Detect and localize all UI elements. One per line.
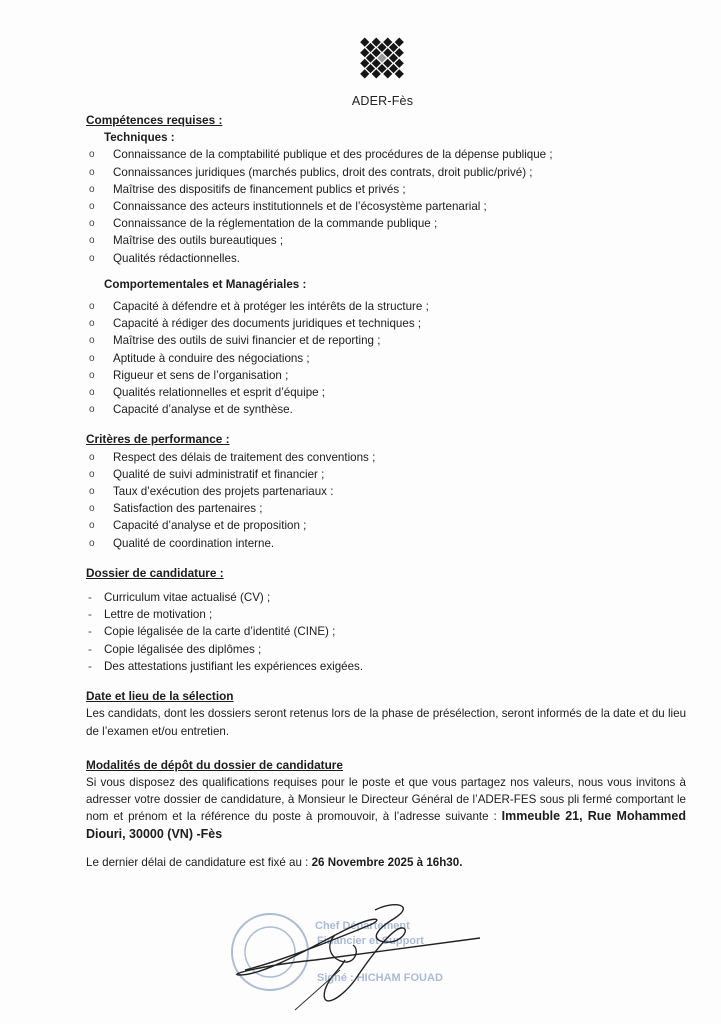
criteres-list bbox=[86, 449, 686, 552]
list-item-text: Lettre de motivation ; bbox=[104, 608, 213, 622]
deadline-label: Le dernier délai de candidature est fixé au : bbox=[86, 855, 312, 869]
circle-bullet-icon: o bbox=[89, 301, 95, 313]
logo-diamond bbox=[377, 53, 386, 62]
circle-bullet-icon: o bbox=[89, 166, 95, 178]
stamp-line3: Signé : HICHAM FOUAD bbox=[317, 972, 443, 984]
list-item bbox=[86, 606, 686, 623]
deadline bbox=[86, 854, 686, 871]
list-item-text: Maîtrise des outils bureautiques ; bbox=[113, 234, 284, 248]
circle-bullet-icon: o bbox=[89, 352, 95, 364]
criteres-heading: Critères de performance : bbox=[86, 432, 230, 447]
signature-stamp-area bbox=[225, 890, 525, 1020]
circle-bullet-icon: o bbox=[89, 486, 95, 498]
dash-bullet-icon: - bbox=[88, 591, 92, 605]
list-item-text: Connaissance de la comptabilité publique et des procédures de la dépense publique ; bbox=[113, 148, 553, 162]
list-item-text: Copie légalisée des diplômes ; bbox=[104, 642, 262, 656]
stamp-line1: Chef Département bbox=[315, 920, 410, 932]
list-item bbox=[86, 250, 686, 267]
stamp-line2: Financier et Support bbox=[317, 935, 424, 947]
modalites-text bbox=[86, 774, 686, 843]
dash-bullet-icon: - bbox=[88, 642, 92, 656]
circle-bullet-icon: o bbox=[89, 252, 95, 264]
address: Immeuble 21, Rue Mohammed Diouri, 30000 (VN) -Fès bbox=[86, 809, 686, 841]
dossier-list bbox=[86, 589, 686, 675]
logo-diamond bbox=[383, 38, 392, 47]
circle-bullet-icon: o bbox=[89, 218, 95, 230]
list-item-text: Qualité de coordination interne. bbox=[113, 536, 275, 550]
circle-bullet-icon: o bbox=[89, 149, 95, 161]
circle-bullet-icon: o bbox=[89, 468, 95, 480]
list-item-text: Connaissances juridiques (marchés publics, droit des contrats, droit public/privé) ; bbox=[113, 165, 533, 179]
modalites-body: Si vous disposez des qualifications requises pour le poste et que vous partagez nos valeurs, nous vous invitons à adresser votre dossier de candidature, à Monsieur le Directeur Général de l’ADER-FES sous pli fermé comportant le nom et prénom et la référence du poste à promouvoir, à l’adresse suivante : bbox=[86, 775, 686, 824]
dash-bullet-icon: - bbox=[88, 625, 92, 639]
dash-bullet-icon: - bbox=[88, 659, 92, 673]
list-item-text: Qualités relationnelles et esprit d’équipe ; bbox=[113, 386, 326, 400]
logo-diamond bbox=[360, 38, 369, 47]
list-item bbox=[86, 350, 686, 367]
list-item-text: Connaissance de la réglementation de la commande publique ; bbox=[113, 217, 438, 231]
list-item-text: Qualités rédactionnelles. bbox=[113, 251, 240, 265]
logo-diamond bbox=[395, 38, 404, 47]
list-item-text: Rigueur et sens de l’organisation ; bbox=[113, 368, 289, 382]
list-item bbox=[86, 146, 686, 163]
circle-bullet-icon: o bbox=[89, 335, 95, 347]
logo-diamond bbox=[372, 38, 381, 47]
content bbox=[86, 112, 686, 871]
list-item-text: Respect des délais de traitement des conventions ; bbox=[113, 450, 376, 464]
list-item-text: Maîtrise des outils de suivi financier et de reporting ; bbox=[113, 334, 381, 348]
circle-bullet-icon: o bbox=[89, 201, 95, 213]
list-item bbox=[86, 658, 686, 675]
deadline-value: 26 Novembre 2025 à 16h30. bbox=[311, 855, 463, 869]
comportementales-subheading: Comportementales et Managériales : bbox=[104, 277, 307, 291]
list-item bbox=[86, 315, 686, 332]
techniques-subheading: Techniques : bbox=[104, 131, 175, 145]
logo-diamond bbox=[389, 53, 398, 62]
list-item-text: Maîtrise des dispositifs de financement publics et privés ; bbox=[113, 182, 406, 196]
logo-diamond bbox=[366, 53, 375, 62]
list-item bbox=[86, 483, 686, 500]
list-item bbox=[86, 215, 686, 232]
list-item bbox=[86, 298, 686, 315]
circle-bullet-icon: o bbox=[89, 451, 95, 463]
circle-bullet-icon: o bbox=[89, 318, 95, 330]
list-item bbox=[86, 589, 686, 606]
list-item-text: Des attestations justifiant les expériences exigées. bbox=[104, 659, 364, 673]
list-item bbox=[86, 181, 686, 198]
list-item bbox=[86, 623, 686, 640]
circle-bullet-icon: o bbox=[89, 387, 95, 399]
logo-text: ADER-Fès bbox=[351, 94, 414, 108]
circle-bullet-icon: o bbox=[89, 404, 95, 416]
list-item bbox=[86, 198, 686, 215]
list-item-text: Capacité d’analyse et de proposition ; bbox=[113, 519, 307, 533]
circle-bullet-icon: o bbox=[89, 183, 95, 195]
dossier-heading: Dossier de candidature : bbox=[86, 565, 224, 580]
list-item-text: Capacité à rédiger des documents juridiques et techniques ; bbox=[113, 317, 422, 331]
list-item-text: Capacité d’analyse et de synthèse. bbox=[113, 403, 293, 417]
list-item bbox=[86, 232, 686, 249]
selection-heading: Date et lieu de la sélection bbox=[86, 689, 234, 704]
list-item bbox=[86, 535, 686, 552]
handwritten-signature bbox=[225, 890, 525, 1020]
list-item-text: Capacité à défendre et à protéger les intérêts de la structure ; bbox=[113, 300, 429, 314]
list-item-text: Taux d’exécution des projets partenariaux : bbox=[113, 485, 334, 499]
circle-bullet-icon: o bbox=[89, 369, 95, 381]
list-item bbox=[86, 164, 686, 181]
list-item bbox=[86, 500, 686, 517]
dash-bullet-icon: - bbox=[88, 608, 92, 622]
list-item bbox=[86, 517, 686, 534]
list-item-text: Qualité de suivi administratif et financier ; bbox=[113, 467, 325, 481]
list-item-text: Connaissance des acteurs institutionnels et de l’écosystème partenarial ; bbox=[113, 200, 487, 214]
list-item bbox=[86, 641, 686, 658]
list-item bbox=[86, 466, 686, 483]
list-item-text: Curriculum vitae actualisé (CV) ; bbox=[104, 591, 271, 605]
modalites-heading: Modalités de dépôt du dossier de candidature bbox=[86, 757, 343, 772]
comportementales-list bbox=[86, 298, 686, 418]
list-item bbox=[86, 401, 686, 418]
circle-bullet-icon: o bbox=[89, 235, 95, 247]
list-item-text: Satisfaction des partenaires ; bbox=[113, 502, 263, 516]
circle-bullet-icon: o bbox=[89, 537, 95, 549]
ader-logo-icon bbox=[331, 22, 433, 94]
competences-heading: Compétences requises : bbox=[86, 113, 223, 127]
list-item bbox=[86, 384, 686, 401]
list-item-text: Aptitude à conduire des négociations ; bbox=[113, 351, 310, 365]
list-item bbox=[86, 367, 686, 384]
circle-bullet-icon: o bbox=[89, 520, 95, 532]
circle-bullet-icon: o bbox=[89, 503, 95, 515]
techniques-list bbox=[86, 146, 686, 266]
list-item-text: Copie légalisée de la carte d’identité (CINE) ; bbox=[104, 625, 336, 639]
list-item bbox=[86, 449, 686, 466]
selection-text: Les candidats, dont les dossiers seront retenus lors de la phase de présélection, seront informés de la date et du lieu de l’examen et/ou entretien. bbox=[86, 707, 687, 738]
list-item bbox=[86, 332, 686, 349]
